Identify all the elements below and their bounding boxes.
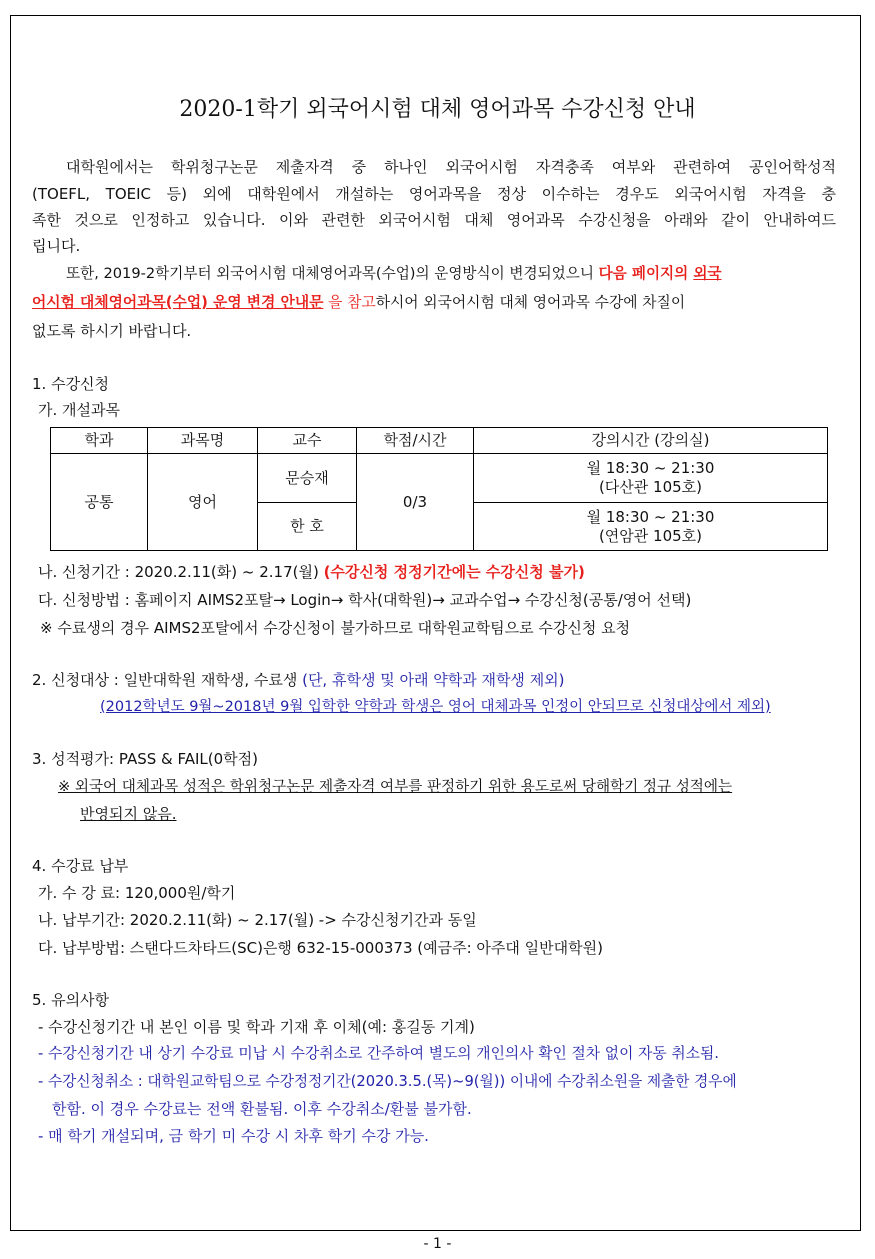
section4-period: 나. 납부기간: 2020.2.11(화) ~ 2.17(월) -> 수강신청기간과 동일 [38,911,477,929]
cell-course: 영어 [148,454,258,551]
caution-item-4: - 매 학기 개설되며, 금 학기 미 수강 시 차후 학기 수강 가능. [38,1127,429,1145]
section5-heading: 5. 유의사항 [32,991,110,1009]
page-number: - 1 - [423,1236,452,1252]
caution-item-3-cont: 한함. 이 경우 수강료는 전액 환불됨. 이후 수강취소/환불 불가함. [52,1100,472,1118]
intro-line-3: 족한 것으로 인정하고 있습니다. 이와 관련한 외국어시험 대체 영어과목 수강신청을 아래와 같이 안내하여드 [32,211,836,229]
period-warning: (수강신청 정정기간에는 수강신청 불가) [323,563,585,581]
section4-fee: 가. 수 강 료: 120,000원/학기 [38,884,236,902]
section1-sub-c: 다. 신청방법 : 홈페이지 AIMS2포탈→ Login→ 학사(대학원)→ 교과수업→ 수강신청(공통/영어 선택) [38,591,692,609]
section4-heading: 4. 수강료 납부 [32,857,129,875]
header-professor: 교수 [258,428,357,454]
header-time: 강의시간 (강의실) [474,428,828,454]
cell-credits: 0/3 [357,454,474,551]
section3-note-1: ※ 외국어 대체과목 성적은 학위청구논문 제출자격 여부를 판정하기 위한 용도로써 당해학기 정규 성적에는 [58,778,733,795]
intro-line-4: 립니다. [32,237,81,255]
notice-line-3: 없도록 하시기 바랍니다. [32,322,192,340]
intro-line-1: 대학원에서는 학위청구논문 제출자격 중 하나인 외국어시험 자격충족 여부와 관련하여 공인어학성적 [66,158,836,176]
header-course: 과목명 [148,428,258,454]
notice-line-1: 또한, 2019-2학기부터 외국어시험 대체영어과목(수업)의 운영방식이 변경되었으니 다음 페이지의 외국 [66,265,722,282]
section1-sub-a: 가. 개설과목 [38,401,120,419]
cell-professor-2: 한 호 [258,503,357,551]
change-notice-link[interactable]: 외국 [693,265,722,282]
section4-method: 다. 납부방법: 스탠다드차타드(SC)은행 632-15-000373 (예금주: 아주대 일반대학원) [38,939,603,957]
caution-item-1: - 수강신청기간 내 본인 이름 및 학과 기재 후 이체(예: 홍길동 기계) [38,1018,475,1036]
section2-exclusion: (2012학년도 9월~2018년 9월 입학한 약학과 학생은 영어 대체과목 인정이 안되므로 신청대상에서 제외) [100,699,771,715]
next-page-notice: 다음 페이지의 [598,265,694,282]
notice-line-2: 어시험 대체영어과목(수업) 운영 변경 안내문 을 참고하시어 외국어시험 대체 영어과목 수강에 차질이 [32,294,686,311]
section2-heading: 2. 신청대상 : 일반대학원 재학생, 수료생 (단, 휴학생 및 아래 약학과 재학생 제외) [32,671,565,689]
cell-time-2: 월 18:30 ~ 21:30 (연암관 105호) [474,503,828,551]
header-credits: 학점/시간 [357,428,474,454]
section3-heading: 3. 성적평가: PASS & FAIL(0학점) [32,750,259,768]
section3-note-2: 반영되지 않음. [80,805,177,823]
course-table [50,427,828,551]
section1-sub-b: 나. 신청기간 : 2020.2.11(화) ~ 2.17(월) (수강신청 정정기간에는 수강신청 불가) [38,563,585,581]
cell-time-1: 월 18:30 ~ 21:30 (다산관 105호) [474,454,828,503]
section1-heading: 1. 수강신청 [32,375,110,393]
cell-dept: 공통 [51,454,148,551]
caution-item-3: - 수강신청취소 : 대학원교학팀으로 수강정정기간(2020.3.5.(목)~9(월)) 이내에 수강취소원을 제출한 경우에 [38,1073,737,1090]
header-dept: 학과 [51,428,148,454]
intro-line-2: (TOEFL, TOEIC 등) 외에 대학원에서 개설하는 영어과목을 정상 이수하는 경우도 외국어시험 자격을 충 [32,185,836,203]
cell-professor-1: 문승재 [258,454,357,503]
document-title: 2020-1학기 외국어시험 대체 영어과목 수강신청 안내 [179,97,696,122]
section1-note: ※ 수료생의 경우 AIMS2포탈에서 수강신청이 불가하므로 대학원교학팀으로 수강신청 요청 [40,619,631,637]
change-notice-link-cont[interactable]: 어시험 대체영어과목(수업) 운영 변경 안내문 [32,294,324,311]
caution-item-2: - 수강신청기간 내 상기 수강료 미납 시 수강취소로 간주하여 별도의 개인의사 확인 절차 없이 자동 취소됨. [38,1045,719,1062]
